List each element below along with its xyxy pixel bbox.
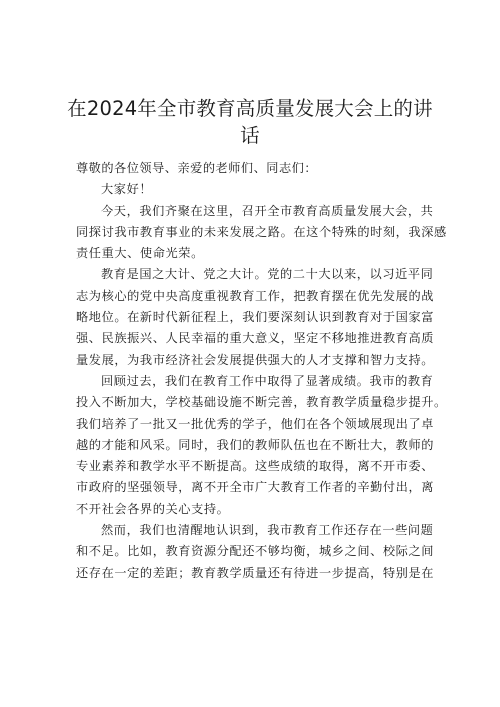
paragraph-line: 强、民族振兴、人民幸福的重大意义，坚定不移地推进教育高质 — [76, 331, 435, 346]
paragraph-line: 还存在一定的差距；教育教学质量还有待进一步提高，特别是在 — [76, 565, 435, 580]
paragraph-line: 略地位。在新时代新征程上，我们要深刻认识到教育对于国家富 — [76, 310, 435, 325]
salutation: 尊敬的各位领导、亲爱的老师们、同志们： — [76, 161, 318, 175]
paragraph-line: 责任重大、使命光荣。 — [76, 246, 204, 261]
paragraph-line: 同探讨我市教育事业的未来发展之路。在这个特殊的时刻，我深感 — [76, 224, 447, 239]
paragraph-line: 量发展，为我市经济社会发展提供强大的人才支撑和智力支持。 — [76, 352, 435, 367]
paragraph-line: 然而，我们也清醒地认识到，我市教育工作还存在一些问题 — [101, 523, 434, 538]
paragraph-line: 越的才能和风采。同时，我们的教师队伍也在不断壮大，教师的 — [76, 437, 435, 452]
paragraph-line: 回顾过去，我们在教育工作中取得了显著成绩。我市的教育 — [101, 373, 434, 388]
paragraph-line: 不开社会各界的关心支持。 — [76, 501, 230, 516]
paragraph-line: 专业素养和教学水平不断提高。这些成绩的取得，离不开市委、 — [76, 459, 435, 474]
paragraph-line: 我们培养了一批又一批优秀的学子，他们在各个领域展现出了卓 — [76, 416, 435, 431]
paragraph-line: 市政府的坚强领导，离不开全市广大教育工作者的辛勤付出，离 — [76, 480, 435, 495]
paragraph-line: 和不足。比如，教育资源分配还不够均衡，城乡之间、校际之间 — [76, 544, 435, 559]
paragraph-line: 今天，我们齐聚在这里，召开全市教育高质量发展大会，共 — [101, 203, 434, 218]
paragraph-line: 志为核心的党中央高度重视教育工作，把教育摆在优先发展的战 — [76, 288, 435, 303]
paragraph-line: 教育是国之大计、党之大计。党的二十大以来，以习近平同 — [101, 267, 434, 282]
paragraph-line: 投入不断加大，学校基础设施不断完善，教育教学质量稳步提升。 — [76, 395, 447, 410]
greeting-line: 大家好！ — [101, 182, 153, 197]
document-title-line-1: 在2024年全市教育高质量发展大会上的讲 — [67, 97, 433, 120]
document-title-line-2: 话 — [240, 124, 260, 147]
document-body — [76, 158, 447, 584]
